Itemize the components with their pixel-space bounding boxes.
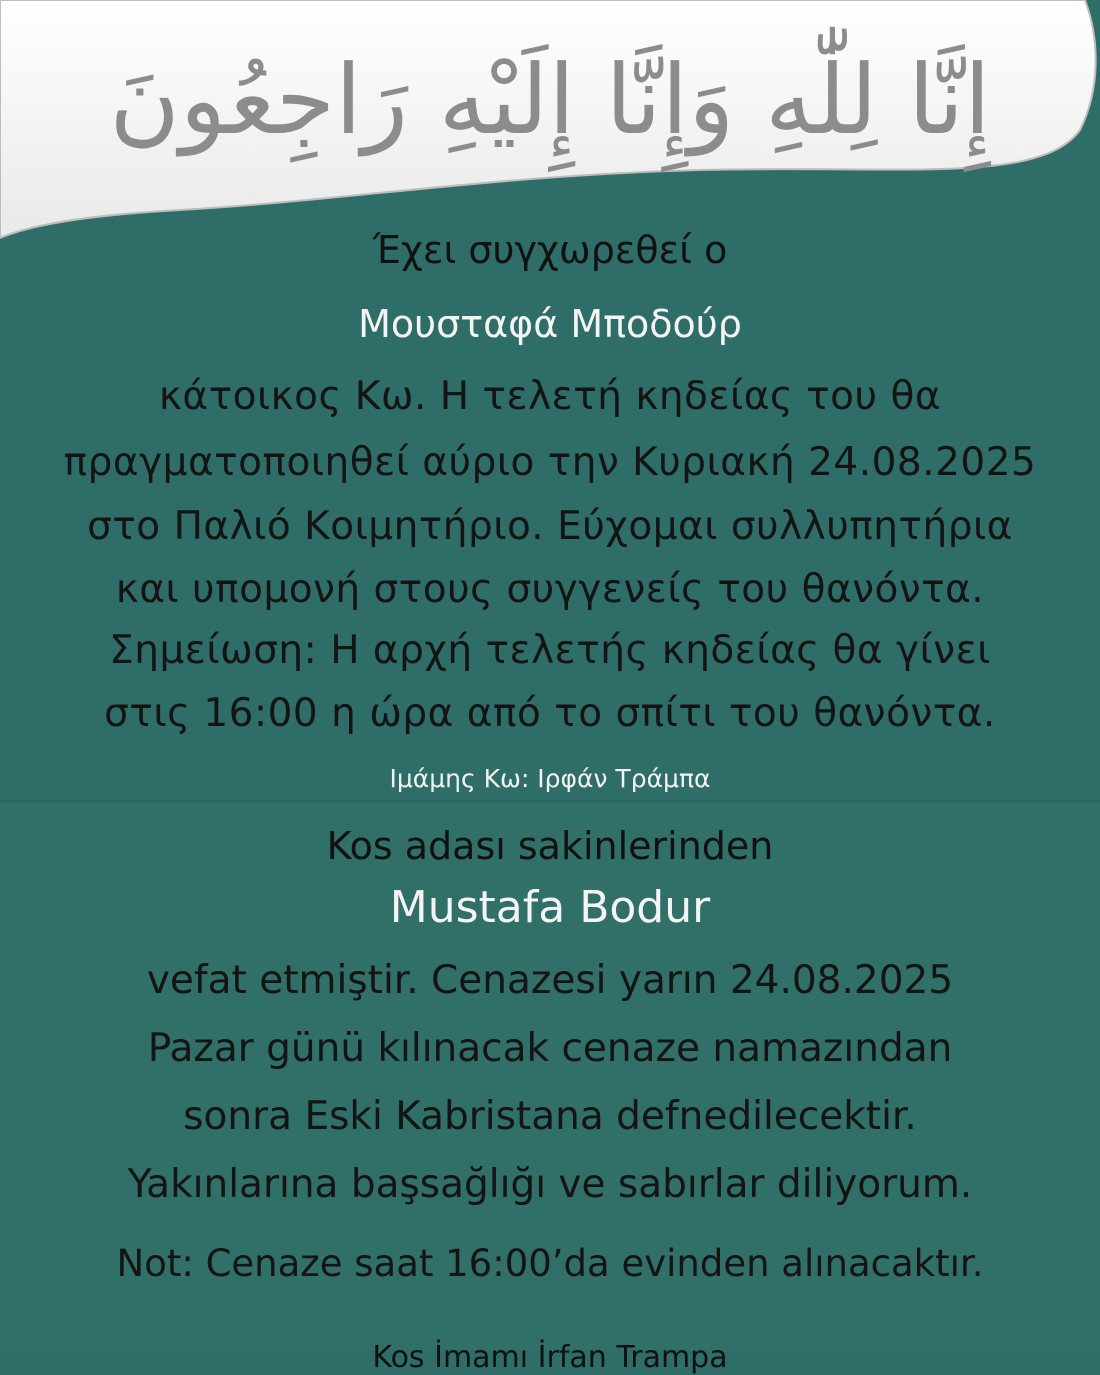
cut-off-signature <box>0 1326 1100 1375</box>
greek-text-line: και υπομονή στους συγγενείς του θανόντα. <box>115 567 985 612</box>
turkish-announcement <box>0 800 1100 1350</box>
greek-signature: Ιμάμης Κω: Ιρφάν Τράμπα <box>389 764 711 793</box>
greek-intro: Έχει συγχωρεθεί ο <box>372 228 728 272</box>
turkish-text-line: sonra Eski Kabristana defnedilecektir. <box>183 1094 917 1139</box>
greek-text-line: κάτοικος Κω. Η τελετή κηδείας του θα <box>158 374 942 419</box>
greek-text-line: Σημείωση: Η αρχή τελετής κηδείας θα γίνει <box>109 628 991 673</box>
turkish-text-line: Yakınlarına başsağlığı ve sabırlar diliyorum. <box>127 1162 973 1207</box>
greek-deceased-name: Μουσταφά Μποδούρ <box>358 302 742 346</box>
header-banner <box>0 0 1100 240</box>
arabic-calligraphy: إِنَّا لِلّٰهِ وَإِنَّا إِلَيْهِ رَاجِعُونَ <box>109 44 991 156</box>
turkish-deceased-name: Mustafa Bodur <box>389 882 711 933</box>
turkish-text-line: vefat etmiştir. Cenazesi yarın 24.08.2025 <box>146 958 954 1003</box>
turkish-note: Not: Cenaze saat 16:00’da evinden alınacaktır. <box>116 1242 984 1285</box>
greek-text-line: στο Παλιό Κοιμητήριο. Εύχομαι συλλυπητήρια <box>87 504 1013 549</box>
turkish-intro: Kos adası sakinlerinden <box>326 824 774 868</box>
greek-text-line: στις 16:00 η ώρα από το σπίτι του θανόντα. <box>104 691 996 736</box>
turkish-text-line: Pazar günü kılınacak cenaze namazından <box>147 1026 953 1071</box>
greek-text-line: πραγματοποιηθεί αύριο την Κυριακή 24.08.2025 <box>63 440 1037 485</box>
cut-off-signature-text: Kos İmamı İrfan Trampa <box>372 1340 728 1375</box>
